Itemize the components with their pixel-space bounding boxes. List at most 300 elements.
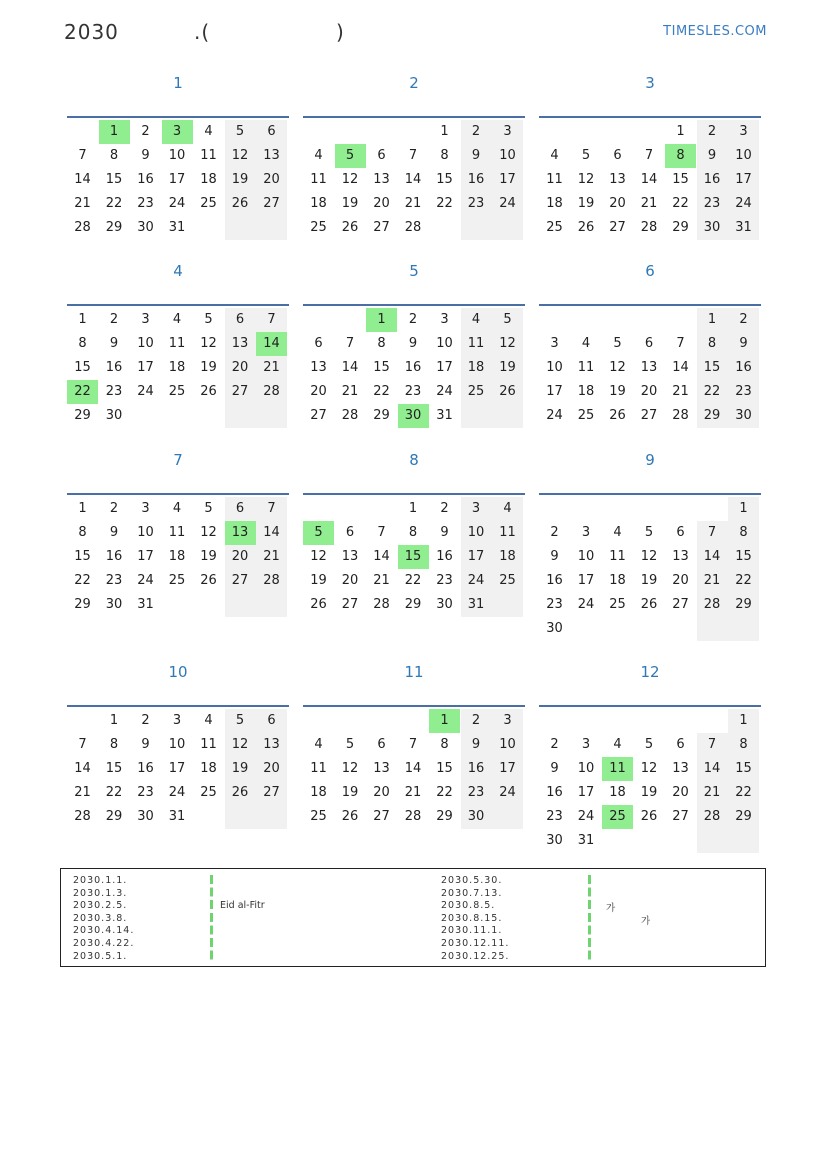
day-cell[interactable]: 12	[225, 144, 256, 168]
day-cell[interactable]: 6	[225, 497, 256, 521]
site-link[interactable]: TIMESLES.COM	[663, 24, 767, 39]
day-cell[interactable]: 27	[256, 192, 287, 216]
day-cell[interactable]: 26	[341, 809, 359, 824]
day-cell[interactable]: 2	[550, 525, 559, 540]
day-cell[interactable]: 19	[310, 573, 327, 588]
day-cell[interactable]: 11	[200, 737, 217, 752]
day-cell[interactable]: 20	[640, 384, 658, 399]
day-cell[interactable]: 3	[461, 497, 492, 521]
day-cell[interactable]: 12	[200, 525, 217, 540]
day-cell[interactable]: 10	[137, 336, 154, 351]
day-cell[interactable]: 27	[672, 809, 689, 824]
day-cell[interactable]: 6	[377, 737, 386, 752]
day-cell[interactable]: 13	[310, 360, 327, 375]
day-cell[interactable]: 4	[613, 525, 622, 540]
day-cell[interactable]: 21	[697, 569, 728, 593]
day-cell[interactable]: 9	[109, 336, 119, 351]
day-cell[interactable]: 14	[640, 172, 658, 187]
day-cell[interactable]: 30	[398, 404, 429, 428]
day-cell[interactable]: 18	[492, 545, 523, 569]
day-cell[interactable]: 19	[577, 196, 595, 211]
day-cell[interactable]: 15	[436, 761, 453, 776]
day-cell[interactable]: 25	[168, 384, 186, 399]
day-cell[interactable]: 29	[74, 408, 91, 423]
day-cell[interactable]: 9	[550, 549, 559, 564]
day-cell[interactable]: 15	[728, 545, 759, 569]
day-cell[interactable]: 22	[672, 196, 689, 211]
day-cell[interactable]: 10	[137, 525, 154, 540]
day-cell[interactable]: 6	[256, 709, 287, 733]
day-cell[interactable]: 23	[546, 597, 563, 612]
day-cell[interactable]: 14	[256, 332, 287, 356]
day-cell[interactable]: 6	[256, 120, 287, 144]
day-cell[interactable]: 24	[168, 785, 186, 800]
day-cell[interactable]: 3	[581, 525, 591, 540]
day-cell[interactable]: 22	[373, 384, 390, 399]
day-cell[interactable]: 24	[577, 809, 595, 824]
day-cell[interactable]: 11	[310, 172, 327, 187]
day-cell[interactable]: 18	[461, 356, 492, 380]
day-cell[interactable]: 4	[492, 497, 523, 521]
day-cell[interactable]: 15	[672, 172, 689, 187]
day-cell[interactable]: 26	[609, 408, 626, 423]
day-cell[interactable]: 20	[373, 196, 390, 211]
day-cell[interactable]: 27	[640, 408, 658, 423]
day-cell[interactable]: 31	[168, 809, 186, 824]
day-cell[interactable]: 22	[436, 196, 453, 211]
day-cell[interactable]: 21	[341, 384, 359, 399]
day-cell[interactable]: 12	[609, 360, 626, 375]
day-cell[interactable]: 20	[341, 573, 359, 588]
day-cell[interactable]: 20	[225, 356, 256, 380]
day-cell[interactable]: 1	[99, 120, 130, 144]
day-cell[interactable]: 3	[172, 713, 182, 728]
day-cell[interactable]: 27	[225, 569, 256, 593]
day-cell[interactable]: 28	[672, 408, 689, 423]
day-cell[interactable]: 11	[577, 360, 595, 375]
day-cell[interactable]: 17	[137, 360, 154, 375]
day-cell[interactable]: 3	[440, 312, 449, 327]
day-cell[interactable]: 16	[436, 549, 453, 564]
day-cell[interactable]: 1	[366, 308, 397, 332]
day-cell[interactable]: 11	[310, 761, 327, 776]
day-cell[interactable]: 13	[256, 144, 287, 168]
day-cell[interactable]: 13	[225, 521, 256, 545]
day-cell[interactable]: 16	[105, 549, 123, 564]
day-cell[interactable]: 2	[109, 501, 119, 516]
day-cell[interactable]: 23	[105, 573, 123, 588]
day-cell[interactable]: 10	[728, 144, 759, 168]
day-cell[interactable]: 26	[341, 220, 359, 235]
day-cell[interactable]: 28	[640, 220, 658, 235]
day-cell[interactable]: 19	[341, 785, 359, 800]
day-cell[interactable]: 26	[492, 380, 523, 404]
day-cell[interactable]: 6	[676, 525, 685, 540]
day-cell[interactable]: 4	[461, 308, 492, 332]
day-cell[interactable]: 26	[640, 597, 658, 612]
day-cell[interactable]: 5	[644, 525, 654, 540]
day-cell[interactable]: 21	[404, 196, 422, 211]
day-cell[interactable]: 18	[200, 172, 217, 187]
day-cell[interactable]: 30	[105, 408, 123, 423]
day-cell[interactable]: 19	[609, 384, 626, 399]
day-cell[interactable]: 10	[577, 761, 595, 776]
day-cell[interactable]: 8	[408, 525, 418, 540]
day-cell[interactable]: 23	[461, 192, 492, 216]
day-cell[interactable]: 16	[137, 761, 154, 776]
day-cell[interactable]: 19	[225, 168, 256, 192]
day-cell[interactable]: 27	[225, 380, 256, 404]
day-cell[interactable]: 11	[546, 172, 563, 187]
day-cell[interactable]: 5	[581, 148, 591, 163]
day-cell[interactable]: 11	[461, 332, 492, 356]
day-cell[interactable]: 7	[377, 525, 386, 540]
day-cell[interactable]: 24	[461, 569, 492, 593]
day-cell[interactable]: 21	[256, 545, 287, 569]
day-cell[interactable]: 8	[78, 336, 87, 351]
day-cell[interactable]: 25	[461, 380, 492, 404]
day-cell[interactable]: 16	[728, 356, 759, 380]
day-cell[interactable]: 26	[225, 781, 256, 805]
day-cell[interactable]: 19	[640, 573, 658, 588]
day-cell[interactable]: 27	[373, 809, 390, 824]
day-cell[interactable]: 29	[373, 408, 390, 423]
day-cell[interactable]: 22	[105, 785, 123, 800]
day-cell[interactable]: 6	[676, 737, 685, 752]
day-cell[interactable]: 31	[436, 408, 453, 423]
day-cell[interactable]: 10	[577, 549, 595, 564]
day-cell[interactable]: 27	[256, 781, 287, 805]
day-cell[interactable]: 29	[74, 597, 91, 612]
day-cell[interactable]: 1	[697, 308, 728, 332]
day-cell[interactable]: 3	[550, 336, 559, 351]
day-cell[interactable]: 24	[577, 597, 595, 612]
day-cell[interactable]: 17	[461, 545, 492, 569]
day-cell[interactable]: 30	[461, 805, 492, 829]
day-cell[interactable]: 4	[314, 148, 323, 163]
day-cell[interactable]: 7	[697, 733, 728, 757]
day-cell[interactable]: 25	[492, 569, 523, 593]
day-cell[interactable]: 16	[461, 757, 492, 781]
day-cell[interactable]: 7	[256, 497, 287, 521]
day-cell[interactable]: 22	[728, 781, 759, 805]
day-cell[interactable]: 21	[697, 781, 728, 805]
day-cell[interactable]: 25	[310, 220, 327, 235]
day-cell[interactable]: 11	[602, 757, 633, 781]
day-cell[interactable]: 30	[546, 833, 563, 848]
day-cell[interactable]: 12	[225, 733, 256, 757]
day-cell[interactable]: 8	[697, 332, 728, 356]
day-cell[interactable]: 22	[728, 569, 759, 593]
day-cell[interactable]: 27	[672, 597, 689, 612]
day-cell[interactable]: 14	[404, 761, 422, 776]
day-cell[interactable]: 19	[341, 196, 359, 211]
day-cell[interactable]: 22	[74, 573, 91, 588]
day-cell[interactable]: 17	[492, 168, 523, 192]
day-cell[interactable]: 2	[109, 312, 119, 327]
day-cell[interactable]: 6	[225, 308, 256, 332]
day-cell[interactable]: 13	[609, 172, 626, 187]
day-cell[interactable]: 2	[440, 501, 449, 516]
day-cell[interactable]: 19	[640, 785, 658, 800]
day-cell[interactable]: 5	[204, 312, 213, 327]
day-cell[interactable]: 24	[137, 384, 154, 399]
day-cell[interactable]: 24	[168, 196, 186, 211]
day-cell[interactable]: 16	[546, 573, 563, 588]
day-cell[interactable]: 14	[341, 360, 359, 375]
day-cell[interactable]: 23	[697, 192, 728, 216]
day-cell[interactable]: 25	[602, 805, 633, 829]
day-cell[interactable]: 4	[172, 312, 182, 327]
day-cell[interactable]: 14	[74, 761, 91, 776]
day-cell[interactable]: 24	[546, 408, 563, 423]
day-cell[interactable]: 1	[78, 312, 87, 327]
day-cell[interactable]: 20	[310, 384, 327, 399]
day-cell[interactable]: 12	[640, 549, 658, 564]
day-cell[interactable]: 11	[609, 549, 626, 564]
day-cell[interactable]: 10	[546, 360, 563, 375]
day-cell[interactable]: 19	[200, 360, 217, 375]
day-cell[interactable]: 21	[640, 196, 658, 211]
day-cell[interactable]: 21	[373, 573, 390, 588]
day-cell[interactable]: 16	[105, 360, 123, 375]
day-cell[interactable]: 21	[672, 384, 689, 399]
day-cell[interactable]: 20	[256, 757, 287, 781]
day-cell[interactable]: 25	[200, 196, 217, 211]
day-cell[interactable]: 30	[697, 216, 728, 240]
day-cell[interactable]: 15	[398, 545, 429, 569]
day-cell[interactable]: 26	[640, 809, 658, 824]
day-cell[interactable]: 5	[204, 501, 213, 516]
day-cell[interactable]: 13	[256, 733, 287, 757]
day-cell[interactable]: 16	[137, 172, 154, 187]
day-cell[interactable]: 7	[676, 336, 685, 351]
day-cell[interactable]: 25	[168, 573, 186, 588]
day-cell[interactable]: 10	[492, 733, 523, 757]
day-cell[interactable]: 18	[609, 785, 626, 800]
day-cell[interactable]: 15	[436, 172, 453, 187]
day-cell[interactable]: 1	[728, 497, 759, 521]
day-cell[interactable]: 18	[310, 785, 327, 800]
day-cell[interactable]: 12	[577, 172, 595, 187]
day-cell[interactable]: 26	[200, 573, 217, 588]
day-cell[interactable]: 23	[436, 573, 453, 588]
day-cell[interactable]: 30	[728, 404, 759, 428]
day-cell[interactable]: 18	[546, 196, 563, 211]
day-cell[interactable]: 29	[436, 809, 453, 824]
day-cell[interactable]: 6	[345, 525, 355, 540]
day-cell[interactable]: 17	[546, 384, 563, 399]
day-cell[interactable]: 29	[697, 404, 728, 428]
day-cell[interactable]: 9	[550, 761, 559, 776]
day-cell[interactable]: 4	[550, 148, 559, 163]
day-cell[interactable]: 1	[109, 713, 119, 728]
day-cell[interactable]: 25	[546, 220, 563, 235]
day-cell[interactable]: 8	[109, 737, 119, 752]
day-cell[interactable]: 2	[141, 124, 150, 139]
day-cell[interactable]: 10	[168, 737, 186, 752]
day-cell[interactable]: 9	[461, 733, 492, 757]
day-cell[interactable]: 4	[613, 737, 622, 752]
day-cell[interactable]: 10	[492, 144, 523, 168]
day-cell[interactable]: 2	[408, 312, 418, 327]
day-cell[interactable]: 9	[141, 737, 150, 752]
day-cell[interactable]: 15	[373, 360, 390, 375]
day-cell[interactable]: 8	[440, 737, 449, 752]
day-cell[interactable]: 26	[577, 220, 595, 235]
day-cell[interactable]: 7	[345, 336, 355, 351]
day-cell[interactable]: 23	[137, 785, 154, 800]
day-cell[interactable]: 20	[672, 785, 689, 800]
day-cell[interactable]: 6	[644, 336, 654, 351]
day-cell[interactable]: 17	[168, 172, 186, 187]
day-cell[interactable]: 3	[492, 120, 523, 144]
day-cell[interactable]: 7	[697, 521, 728, 545]
day-cell[interactable]: 14	[256, 521, 287, 545]
day-cell[interactable]: 18	[577, 384, 595, 399]
day-cell[interactable]: 29	[728, 805, 759, 829]
day-cell[interactable]: 11	[168, 336, 186, 351]
day-cell[interactable]: 25	[200, 785, 217, 800]
day-cell[interactable]: 28	[697, 805, 728, 829]
day-cell[interactable]: 5	[613, 336, 622, 351]
day-cell[interactable]: 13	[373, 172, 390, 187]
day-cell[interactable]: 2	[461, 709, 492, 733]
day-cell[interactable]: 29	[672, 220, 689, 235]
day-cell[interactable]: 8	[78, 525, 87, 540]
day-cell[interactable]: 8	[728, 521, 759, 545]
day-cell[interactable]: 18	[168, 549, 186, 564]
day-cell[interactable]: 16	[697, 168, 728, 192]
day-cell[interactable]: 22	[404, 573, 422, 588]
day-cell[interactable]: 14	[404, 172, 422, 187]
day-cell[interactable]: 12	[492, 332, 523, 356]
day-cell[interactable]: 26	[225, 192, 256, 216]
day-cell[interactable]: 5	[492, 308, 523, 332]
day-cell[interactable]: 9	[697, 144, 728, 168]
day-cell[interactable]: 8	[377, 336, 386, 351]
day-cell[interactable]: 20	[225, 545, 256, 569]
day-cell[interactable]: 31	[137, 597, 154, 612]
day-cell[interactable]: 14	[74, 172, 91, 187]
day-cell[interactable]: 19	[492, 356, 523, 380]
day-cell[interactable]: 24	[728, 192, 759, 216]
day-cell[interactable]: 26	[310, 597, 327, 612]
day-cell[interactable]: 5	[345, 737, 355, 752]
day-cell[interactable]: 22	[436, 785, 453, 800]
day-cell[interactable]: 10	[168, 148, 186, 163]
day-cell[interactable]: 8	[728, 733, 759, 757]
day-cell[interactable]: 30	[137, 220, 154, 235]
day-cell[interactable]: 1	[440, 124, 449, 139]
day-cell[interactable]: 12	[310, 549, 327, 564]
day-cell[interactable]: 7	[408, 737, 418, 752]
day-cell[interactable]: 9	[440, 525, 449, 540]
day-cell[interactable]: 13	[373, 761, 390, 776]
day-cell[interactable]: 2	[461, 120, 492, 144]
day-cell[interactable]: 13	[341, 549, 359, 564]
day-cell[interactable]: 16	[461, 168, 492, 192]
day-cell[interactable]: 8	[109, 148, 119, 163]
day-cell[interactable]: 17	[577, 785, 595, 800]
day-cell[interactable]: 9	[109, 525, 119, 540]
day-cell[interactable]: 17	[436, 360, 453, 375]
day-cell[interactable]: 8	[440, 148, 449, 163]
day-cell[interactable]: 20	[373, 785, 390, 800]
day-cell[interactable]: 28	[74, 220, 91, 235]
day-cell[interactable]: 31	[168, 220, 186, 235]
day-cell[interactable]: 20	[609, 196, 626, 211]
day-cell[interactable]: 21	[74, 196, 91, 211]
day-cell[interactable]: 17	[728, 168, 759, 192]
day-cell[interactable]: 27	[341, 597, 359, 612]
day-cell[interactable]: 5	[303, 521, 334, 545]
day-cell[interactable]: 21	[404, 785, 422, 800]
day-cell[interactable]: 22	[67, 380, 98, 404]
day-cell[interactable]: 18	[168, 360, 186, 375]
day-cell[interactable]: 1	[408, 501, 418, 516]
day-cell[interactable]: 2	[141, 713, 150, 728]
day-cell[interactable]: 18	[609, 573, 626, 588]
day-cell[interactable]: 2	[697, 120, 728, 144]
day-cell[interactable]: 9	[461, 144, 492, 168]
day-cell[interactable]: 19	[225, 757, 256, 781]
day-cell[interactable]: 11	[168, 525, 186, 540]
day-cell[interactable]: 1	[429, 709, 460, 733]
day-cell[interactable]: 20	[256, 168, 287, 192]
day-cell[interactable]: 3	[141, 312, 150, 327]
day-cell[interactable]: 12	[341, 761, 359, 776]
day-cell[interactable]: 5	[644, 737, 654, 752]
day-cell[interactable]: 16	[546, 785, 563, 800]
day-cell[interactable]: 12	[640, 761, 658, 776]
day-cell[interactable]: 1	[728, 709, 759, 733]
day-cell[interactable]: 22	[105, 196, 123, 211]
day-cell[interactable]: 7	[256, 308, 287, 332]
day-cell[interactable]: 6	[314, 336, 323, 351]
day-cell[interactable]: 12	[341, 172, 359, 187]
day-cell[interactable]: 22	[697, 380, 728, 404]
day-cell[interactable]: 23	[546, 809, 563, 824]
day-cell[interactable]: 24	[492, 192, 523, 216]
day-cell[interactable]: 3	[728, 120, 759, 144]
day-cell[interactable]: 6	[613, 148, 622, 163]
day-cell[interactable]: 13	[640, 360, 658, 375]
day-cell[interactable]: 28	[404, 809, 422, 824]
day-cell[interactable]: 10	[461, 521, 492, 545]
day-cell[interactable]: 31	[461, 593, 492, 617]
day-cell[interactable]: 24	[492, 781, 523, 805]
day-cell[interactable]: 3	[581, 737, 591, 752]
day-cell[interactable]: 23	[728, 380, 759, 404]
day-cell[interactable]: 9	[141, 148, 150, 163]
day-cell[interactable]: 21	[74, 785, 91, 800]
day-cell[interactable]: 30	[105, 597, 123, 612]
day-cell[interactable]: 15	[74, 549, 91, 564]
day-cell[interactable]: 17	[577, 573, 595, 588]
day-cell[interactable]: 11	[200, 148, 217, 163]
day-cell[interactable]: 27	[373, 220, 390, 235]
day-cell[interactable]: 2	[550, 737, 559, 752]
day-cell[interactable]: 15	[74, 360, 91, 375]
day-cell[interactable]: 15	[697, 356, 728, 380]
day-cell[interactable]: 6	[377, 148, 386, 163]
day-cell[interactable]: 9	[728, 332, 759, 356]
day-cell[interactable]: 1	[676, 124, 685, 139]
day-cell[interactable]: 31	[577, 833, 595, 848]
day-cell[interactable]: 28	[404, 220, 422, 235]
day-cell[interactable]: 5	[335, 144, 366, 168]
